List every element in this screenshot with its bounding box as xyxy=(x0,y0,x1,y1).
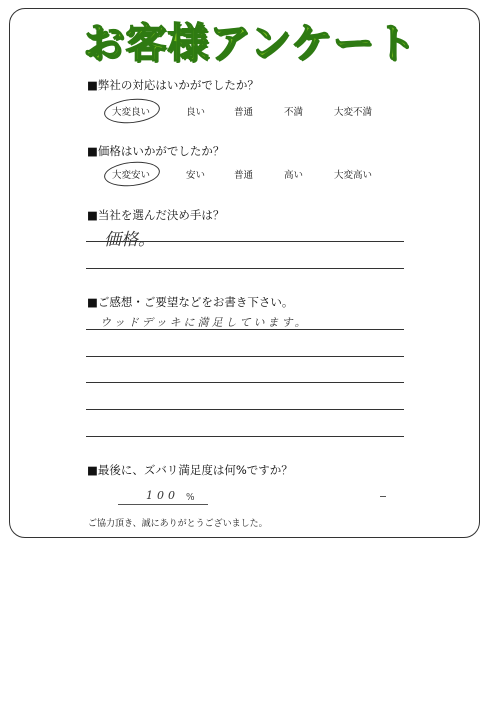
answer-line xyxy=(86,356,404,357)
percent-unit: % xyxy=(186,493,195,503)
price-option-cheap[interactable]: 安い xyxy=(186,170,206,181)
question-satisfaction: ■最後に、ズバリ満足度は何%ですか？ xyxy=(87,463,293,477)
question-deciding-factor: ■当社を選んだ決め手は？ xyxy=(87,208,225,222)
answer-line xyxy=(86,241,404,242)
stray-mark xyxy=(380,496,386,497)
service-option-very-unsatisfied[interactable]: 大変不満 xyxy=(334,107,373,118)
handwritten-satisfaction-value: 100 xyxy=(146,489,179,502)
question-comments: ■ご感想・ご要望などをお書き下さい。 xyxy=(87,295,294,309)
answer-line xyxy=(86,409,404,410)
price-option-normal[interactable]: 普通 xyxy=(234,170,254,181)
handwritten-deciding-factor: 価格。 xyxy=(104,230,155,250)
answer-line xyxy=(86,268,404,269)
answer-line xyxy=(86,329,404,330)
survey-title: お客様アンケート xyxy=(83,19,417,67)
handwritten-comments: ウッドデッキに満足しています。 xyxy=(100,316,309,329)
answer-line xyxy=(86,382,404,383)
price-option-expensive[interactable]: 高い xyxy=(284,170,304,181)
question-service: ■弊社の対応はいかがでしたか？ xyxy=(87,78,259,92)
price-option-very-expensive[interactable]: 大変高い xyxy=(334,170,373,181)
service-option-very-good[interactable]: 大変良い xyxy=(112,107,151,118)
service-option-good[interactable]: 良い xyxy=(186,107,206,118)
question-price: ■価格はいかがでしたか？ xyxy=(87,144,225,158)
satisfaction-line xyxy=(118,504,208,505)
price-option-very-cheap[interactable]: 大変安い xyxy=(112,170,151,181)
thank-you-note: ご協力頂き、誠にありがとうございました。 xyxy=(88,519,268,529)
service-option-normal[interactable]: 普通 xyxy=(234,107,254,118)
answer-line xyxy=(86,436,404,437)
service-option-unsatisfied[interactable]: 不満 xyxy=(284,107,304,118)
